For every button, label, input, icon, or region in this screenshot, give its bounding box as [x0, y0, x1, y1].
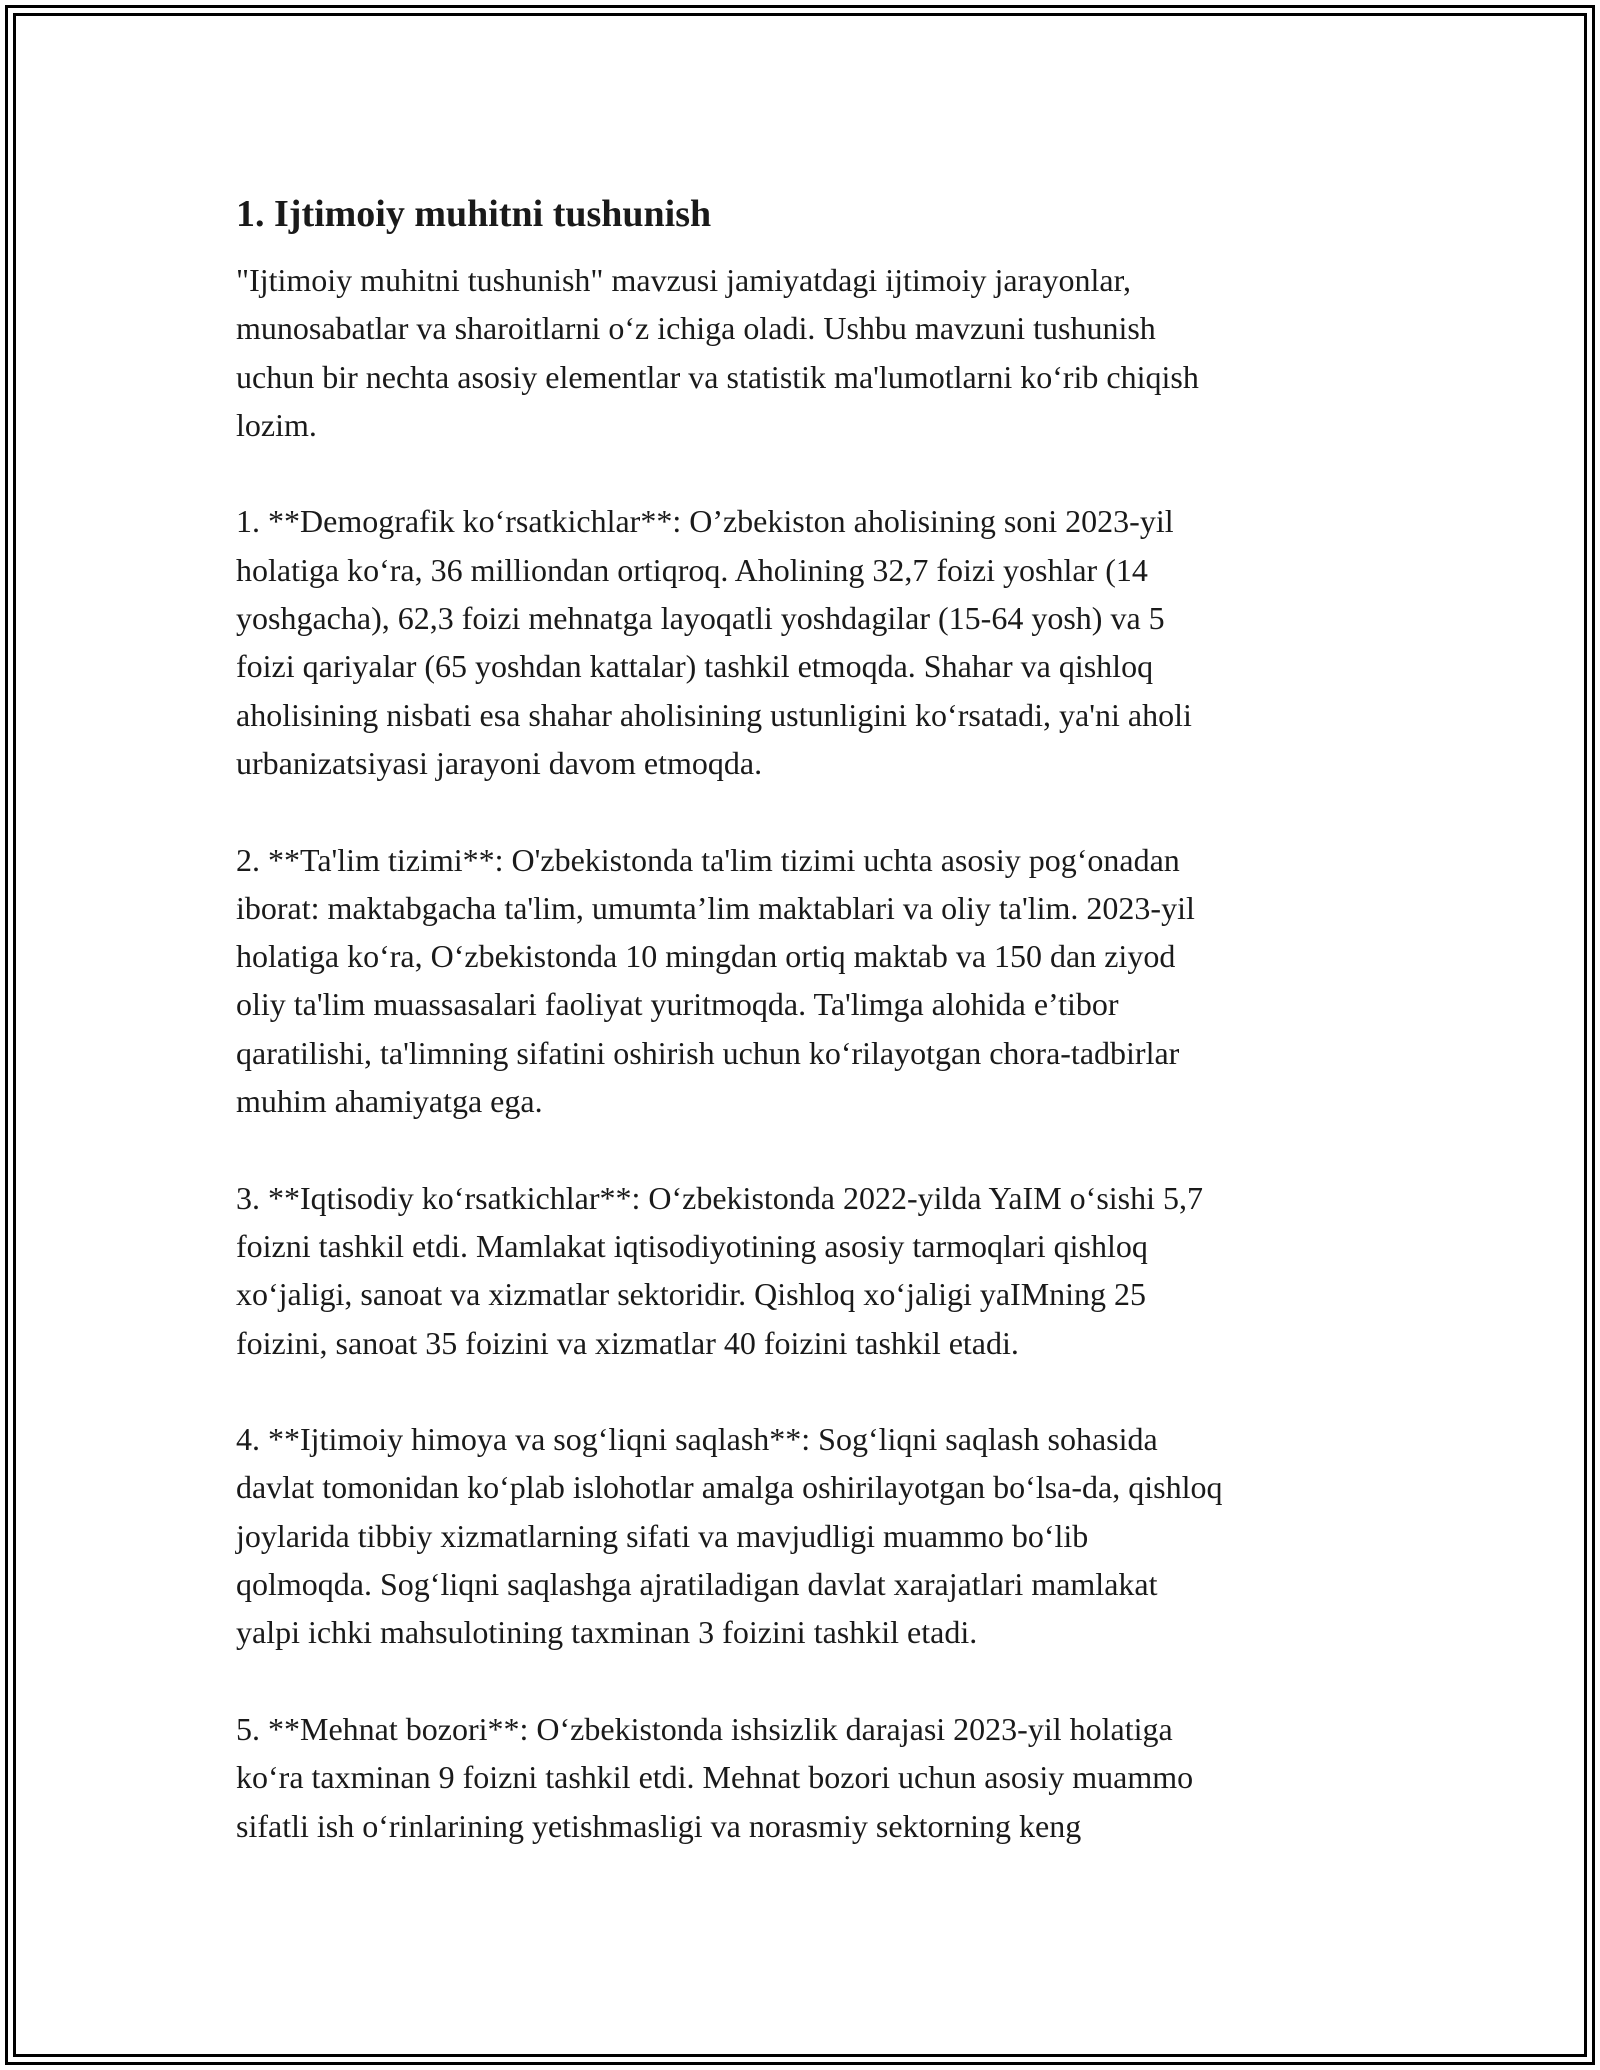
- paragraph-intro: [236, 256, 1386, 449]
- text-line: oliy ta'lim muassasalari faoliyat yuritmoqda. Ta'limga alohida e’tibor: [236, 986, 1119, 1023]
- text-line: 4. **Ijtimoiy himoya va sog‘liqni saqlash**: Sog‘liqni saqlash sohasida: [236, 1421, 1158, 1458]
- text-line: qolmoqda. Sog‘liqni saqlashga ajratiladigan davlat xarajatlari mamlakat: [236, 1566, 1158, 1603]
- text-line: xo‘jaligi, sanoat va xizmatlar sektoridir. Qishloq xo‘jaligi yaIMning 25: [236, 1276, 1147, 1313]
- text-line: iborat: maktabgacha ta'lim, umumta’lim maktablari va oliy ta'lim. 2023-yil: [236, 889, 1195, 926]
- text-line: "Ijtimoiy muhitni tushunish" mavzusi jamiyatdagi ijtimoiy jarayonlar,: [236, 262, 1131, 298]
- text-line: lozim.: [236, 406, 317, 443]
- text-line: 1. **Demografik ko‘rsatkichlar**: O’zbekiston aholisining soni 2023-yil: [236, 503, 1174, 540]
- paragraph-labor-market: [236, 1705, 1386, 1850]
- text-line: joylarida tibbiy xizmatlarning sifati va mavjudligi muammo bo‘lib: [236, 1517, 1089, 1554]
- text-line: 3. **Iqtisodiy ko‘rsatkichlar**: O‘zbekistonda 2022-yilda YaIM o‘sishi 5,7: [236, 1179, 1203, 1216]
- paragraph-economy: [236, 1174, 1386, 1367]
- paragraph-health: [236, 1415, 1386, 1656]
- text-line: davlat tomonidan ko‘plab islohotlar amalga oshirilayotgan bo‘lsa-da, qishloq: [236, 1469, 1223, 1506]
- text-line: holatiga ko‘ra, 36 milliondan ortiqroq. Aholining 32,7 foizi yoshlar (14: [236, 551, 1148, 588]
- text-line: munosabatlar va sharoitlarni o‘z ichiga oladi. Ushbu mavzuni tushunish: [236, 310, 1156, 347]
- text-line: foizi qariyalar (65 yoshdan kattalar) tashkil etmoqda. Shahar va qishloq: [236, 648, 1154, 685]
- paragraph-education: [236, 836, 1386, 1126]
- text-line: foizni tashkil etdi. Mamlakat iqtisodiyotining asosiy tarmoqlari qishloq: [236, 1227, 1148, 1264]
- text-line: aholisining nisbati esa shahar aholisining ustunligini ko‘rsatadi, ya'ni aholi: [236, 696, 1192, 733]
- text-line: 2. **Ta'lim tizimi**: O'zbekistonda ta'lim tizimi uchta asosiy pog‘onadan: [236, 841, 1180, 878]
- text-line: muhim ahamiyatga ega.: [236, 1083, 543, 1120]
- text-line: foizini, sanoat 35 foizini va xizmatlar 40 foizini tashkil etadi.: [236, 1324, 1019, 1361]
- text-line: qaratilishi, ta'limning sifatini oshirish uchun ko‘rilayotgan chora-tadbirlar: [236, 1034, 1180, 1071]
- text-line: yoshgacha), 62,3 foizi mehnatga layoqatli yoshdagilar (15-64 yosh) va 5: [236, 600, 1165, 637]
- paragraph-demographics: [236, 497, 1386, 787]
- text-line: sifatli ish o‘rinlarining yetishmasligi va norasmiy sektorning keng: [236, 1807, 1082, 1844]
- text-line: 5. **Mehnat bozori**: O‘zbekistonda ishsizlik darajasi 2023-yil holatiga: [236, 1710, 1173, 1747]
- text-line: holatiga ko‘ra, O‘zbekistonda 10 mingdan ortiq maktab va 150 dan ziyod: [236, 938, 1176, 975]
- text-line: urbanizatsiyasi jarayoni davom etmoqda.: [236, 744, 763, 781]
- document-title: 1. Ijtimoiy muhitni tushunish: [236, 193, 712, 235]
- document-body: [236, 188, 1386, 1898]
- text-line: uchun bir nechta asosiy elementlar va statistik ma'lumotlarni ko‘rib chiqish: [236, 358, 1199, 395]
- text-line: yalpi ichki mahsulotining taxminan 3 foizini tashkil etadi.: [236, 1614, 978, 1651]
- text-line: ko‘ra taxminan 9 foizni tashkil etdi. Mehnat bozori uchun asosiy muammo: [236, 1759, 1194, 1796]
